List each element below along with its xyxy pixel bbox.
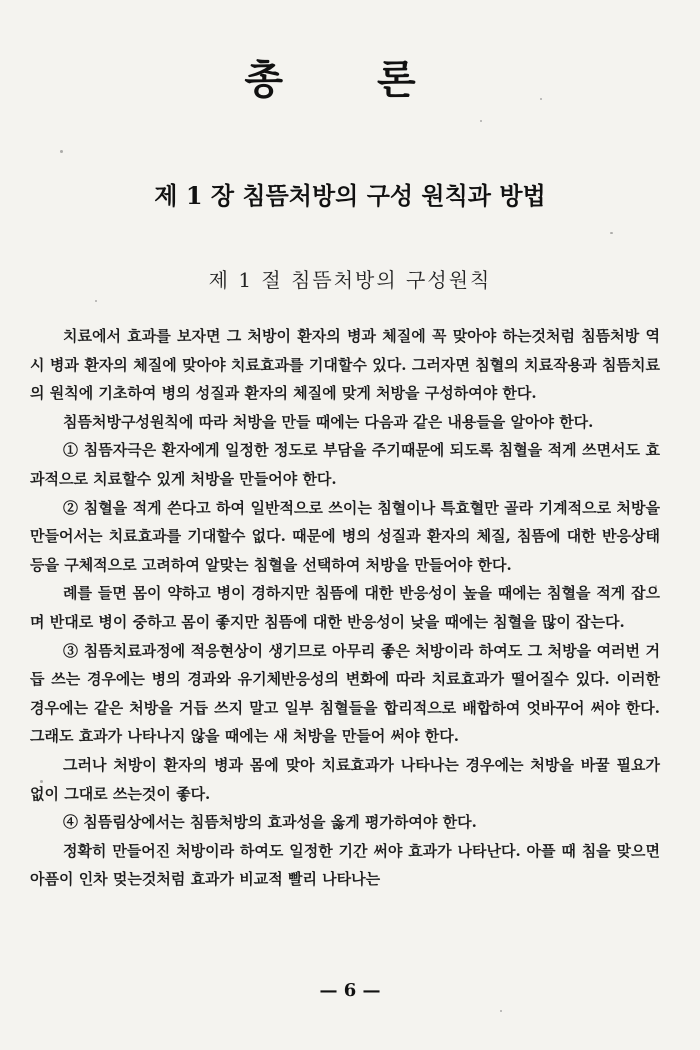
paragraph: 그러나 처방이 환자의 병과 몸에 맞아 치료효과가 나타나는 경우에는 처방을 바꿀 필요가 없이 그대로 쓰는것이 좋다. [30,755,660,803]
scan-speck [40,780,43,783]
part-title: 총 론 [244,56,456,103]
paragraph: ① 침뜸자극은 환자에게 일정한 정도로 부담을 주기때문에 되도록 침혈을 적게 쓰면서도 효과적으로 치료할수 있게 처방을 만들어야 한다. [30,441,660,488]
scan-speck [610,232,613,234]
paragraph: 치료에서 효과를 보자면 그 처방이 환자의 병과 체질에 꼭 맞아야 하는것처럼 침뜸처방 역시 병과 환자의 체질에 맞아야 치료효과를 기대할수 있다. 그러자면 침혈의 치료작용과 침뜸치료의 원칙에 기초하여 병의 성질과 환자의 체질에 맞게 처방을 구성하여야 한다. [30,327,660,403]
page-number: — 6 — [319,980,381,1001]
scan-speck [480,120,482,122]
paragraph: ③ 침뜸치료과정에 적응현상이 생기므로 아무리 좋은 처방이라 하여도 그 처방을 여러번 거듭 쓰는 경우에는 병의 경과와 유기체반응성의 변화에 따라 치료효과가 떨어질수 있다. 이러한 경우에는 같은 처방을 거듭 쓰지 말고 일부 침혈들을 합리적으로 배합하여 엇바꾸어 써야 한다. 그래도 효과가 나타나지 않을 때에는 새 처방을 만들어 써야 한다. [30,641,660,746]
paragraph: 정확히 만들어진 처방이라 하여도 일정한 기간 써야 효과가 나타난다. 아플 때 침을 맞으면 아픔이 인차 멎는것처럼 효과가 비교적 빨리 나타나는 [30,841,660,889]
body-text [30,322,660,894]
scan-speck [500,1010,502,1012]
paragraph: ② 침혈을 적게 쓴다고 하여 일반적으로 쓰이는 침혈이나 특효혈만 골라 기계적으로 처방을 만들어서는 치료효과를 기대할수 없다. 때문에 병의 성질과 환자의 체질, 침뜸에 대한 반응상태 등을 구체적으로 고려하여 알맞는 침혈을 선택하여 처방을 만들어야 한다. [30,498,660,574]
scan-speck [540,98,542,100]
scan-speck [655,585,657,588]
paragraph: 례를 들면 몸이 약하고 병이 경하지만 침뜸에 대한 반응성이 높을 때에는 침혈을 적게 잡으며 반대로 병이 중하고 몸이 좋지만 침뜸에 대한 반응성이 낮을 때에는 침혈을 많이 잡는다. [30,584,660,631]
scan-speck [60,150,63,153]
paragraph: ④ 침뜸림상에서는 침뜸처방의 효과성을 옳게 평가하여야 한다. [63,813,477,832]
paragraph: 침뜸처방구성원칙에 따라 처방을 만들 때에는 다음과 같은 내용들을 알아야 한다. [63,412,594,431]
chapter-title: 제 1 장 침뜸처방의 구성 원칙과 방법 [154,181,546,210]
section-title: 제 1 절 침뜸처방의 구성원칙 [208,268,492,292]
scan-speck [95,300,97,302]
